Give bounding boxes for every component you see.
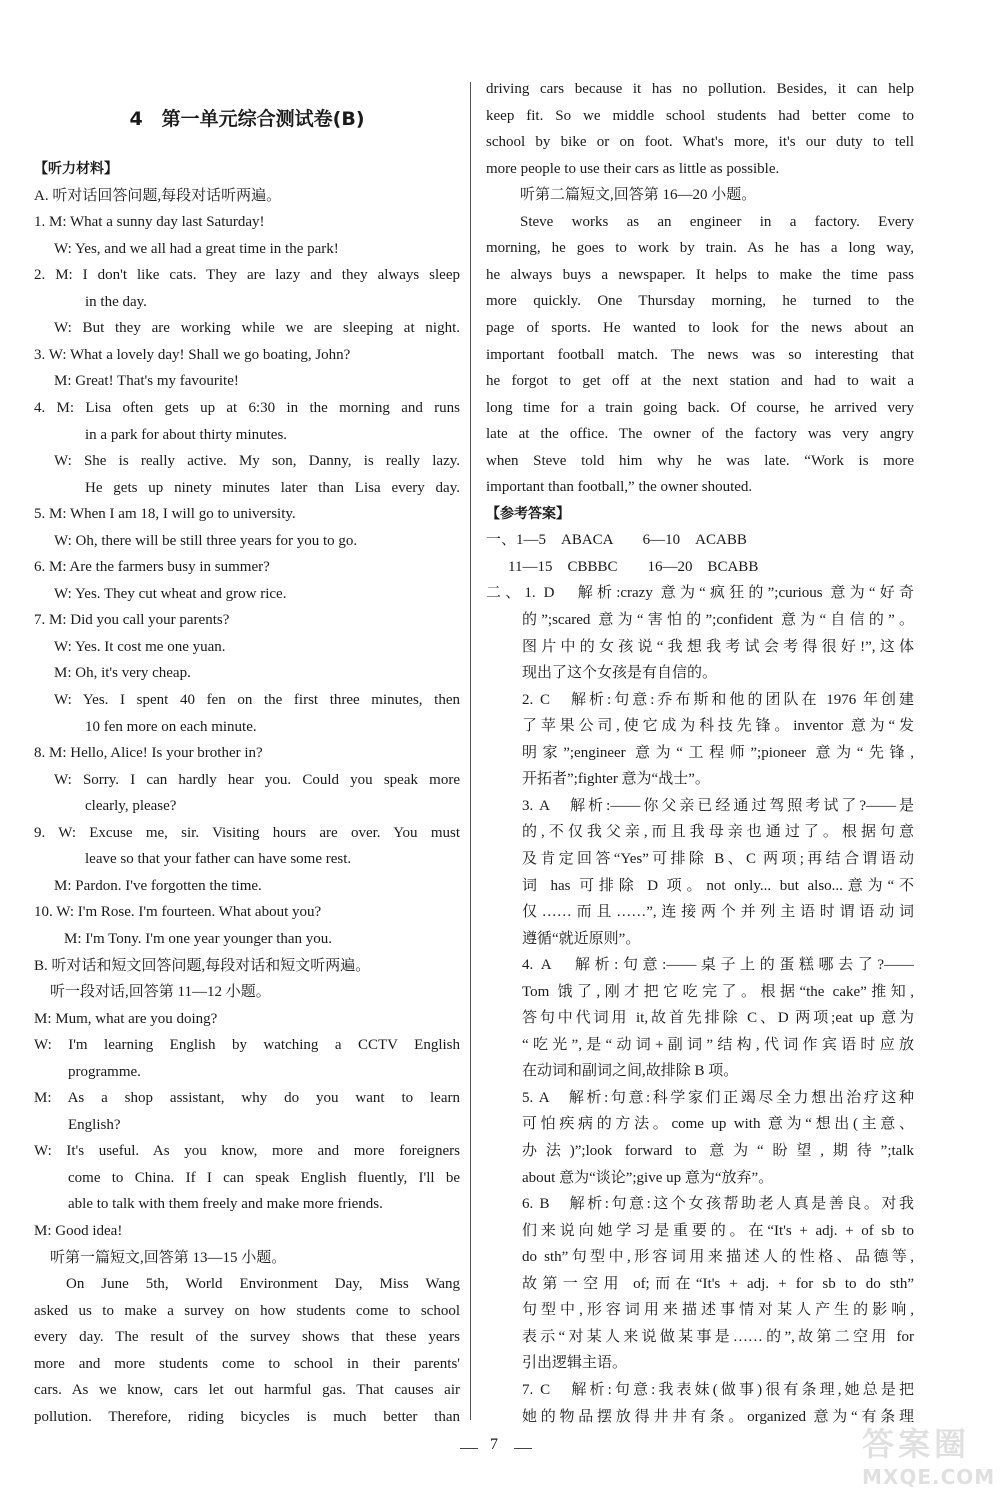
text-line: M: As a shop assistant, why do you want to learn (34, 1090, 460, 1107)
page-title: 4 第一单元综合测试卷(B) (129, 108, 365, 130)
text-line: W: Sorry. I can hardly hear you. Could you speak more (54, 771, 460, 788)
text-line: W: But they are working while we are sleeping at night. (54, 320, 460, 337)
text-line: page of sports. He wanted to look for the news about an (486, 319, 914, 336)
text-line: W: She is really active. My son, Danny, is really lazy. (54, 453, 460, 470)
text-line: do sth”句型中,形容词用来描述人的性格、品德等, (522, 1249, 914, 1266)
text-line: He gets up ninety minutes later than Lisa every day. (85, 479, 460, 496)
text-line: M: Oh, it's very cheap. (54, 665, 191, 682)
text-line: On June 5th, World Environment Day, Miss Wang (66, 1276, 460, 1293)
text-line: driving cars because it has no pollution. Besides, it can help (486, 81, 914, 97)
text-line: 词 has 可排除 D 项。not only... but also...意为“不 (522, 877, 914, 894)
text-line: English? (68, 1116, 121, 1133)
text-line: able to talk with them freely and make more friends. (68, 1196, 383, 1213)
text-line: W: It's useful. As you know, more and more foreigners (34, 1143, 460, 1160)
text-line: 1. M: What a sunny day last Saturday! (34, 214, 265, 231)
text-line: 明家”;engineer 意为“工程师”;pioneer 意为“先锋, (522, 744, 914, 761)
text-line: W: Yes. It cost me one yuan. (54, 638, 226, 655)
text-line: 办法)”;look forward to 意为“盼望,期待”;talk (522, 1143, 914, 1159)
text-line: late at the office. The owner of the factory was very angry (486, 426, 914, 443)
text-line: 7. C 解析:句意:我表妹(做事)很有条理,她总是把 (522, 1381, 914, 1398)
text-line: 她的物品摆放得井井有条。organized 意为“有条理 (522, 1408, 914, 1425)
text-line: asked us to make a survey on how students come to school (34, 1302, 460, 1319)
text-line: leave so that your father can have some rest. (85, 851, 352, 868)
text-line: every day. The result of the survey shows that these years (34, 1329, 460, 1346)
text-line: 图片中的女孩说“我想我考试会考得很好!”,这体 (522, 638, 914, 655)
text-line: 4. A 解析:句意:——桌子上的蛋糕哪去了?—— (522, 957, 914, 974)
text-line: 6. M: Are the farmers busy in summer? (34, 559, 270, 576)
text-line: 在动词和副词之间,故排除 B 项。 (522, 1063, 739, 1080)
text-line: about 意为“谈论”;give up 意为“放弃”。 (522, 1169, 774, 1186)
column-divider (470, 82, 471, 1420)
text-line: 3. W: What a lovely day! Shall we go boating, John? (34, 346, 351, 363)
text-line: 7. M: Did you call your parents? (34, 612, 230, 629)
text-line: 11—15 CBBBC 16—20 BCABB (508, 558, 759, 575)
watermark-top: 答案圈 (862, 1425, 971, 1463)
text-line: 听第一篇短文,回答第 13—15 小题。 (50, 1249, 287, 1266)
text-line: W: Oh, there will be still three years for you to go. (54, 532, 358, 549)
text-line: 6. B 解析:句意:这个女孩帮助老人真是善良。对我 (522, 1196, 914, 1213)
text-line: W: Yes. I spent 40 fen on the first three minutes, then (54, 692, 460, 708)
watermark-bottom: MXQE.COM (862, 1465, 996, 1489)
text-line: come to China. If I can speak English fluently, I'll be (68, 1169, 460, 1186)
text-line: keep fit. So we middle school students had better come to (486, 107, 914, 124)
text-line: long time for a train going back. Of course, he arrived very (486, 399, 914, 416)
text-line: 【听力材料】 (34, 161, 118, 177)
text-line: 【参考答案】 (486, 505, 570, 522)
text-line: in a park for about thirty minutes. (85, 426, 288, 443)
text-line: 5. M: When I am 18, I will go to university. (34, 506, 296, 523)
watermark-logo (862, 1419, 996, 1495)
text-line: 了苹果公司,使它成为科技先锋。inventor 意为“发 (522, 718, 914, 735)
page-number-dash-right (514, 1448, 532, 1449)
text-line: 3. A 解析:——你父亲已经通过驾照考试了?——是 (522, 797, 914, 814)
text-line: 仅……而且……”,连接两个并列主语时谓语动词 (522, 904, 914, 921)
text-line: cars. As we know, cars let out harmful gas. That causes air (34, 1382, 460, 1399)
text-line: more quickly. One Thursday morning, he turned to the (486, 293, 914, 310)
text-line: 故第一空用 of;而在“It's + adj. + for sb to do sth” (522, 1275, 914, 1292)
text-line: 10 fen more on each minute. (85, 718, 257, 735)
page-number-dash-left (460, 1448, 478, 1449)
text-line: more and more students come to school in their parents' (34, 1355, 460, 1372)
text-line: W: I'm learning English by watching a CCTV English (34, 1037, 460, 1054)
text-line: W: Yes. They cut wheat and grow rice. (54, 585, 287, 602)
text-line: 句型中,形容词用来描述事情对某人产生的影响, (522, 1302, 914, 1319)
text-line: M: I'm Tony. I'm one year younger than you. (64, 930, 333, 947)
text-line: 9. W: Excuse me, sir. Visiting hours are over. You must (34, 824, 460, 841)
text-line: when Steve told him why he was late. “Work is more (486, 452, 914, 469)
text-line: Steve works as an engineer in a factory. Every (520, 213, 914, 230)
text-line: 听第二篇短文,回答第 16—20 小题。 (520, 187, 757, 204)
text-line: B. 听对话和短文回答问题,每段对话和短文听两遍。 (34, 957, 371, 974)
text-line: 可怕疾病的方法。come up with 意为“想出(主意、 (522, 1116, 914, 1133)
text-line: school by bike or on foot. What's more, it's our duty to tell (486, 134, 914, 151)
text-line: 听一段对话,回答第 11—12 小题。 (50, 984, 271, 1001)
text-line: 4. M: Lisa often gets up at 6:30 in the morning and runs (34, 399, 460, 416)
text-line: 引出逻辑主语。 (522, 1355, 628, 1372)
text-line: M: Good idea! (34, 1223, 123, 1239)
text-line: 的”;scared 意为“害怕的”;confident 意为“自信的”。 (522, 612, 914, 628)
text-line: 表示“对某人来说做某事是……的”,故第二空用 for (522, 1328, 914, 1345)
text-line: M: Great! That's my favourite! (54, 373, 239, 390)
text-line: 及肯定回答“Yes”可排除 B、C 两项;再结合谓语动 (522, 850, 914, 867)
text-line: 8. M: Hello, Alice! Is your brother in? (34, 745, 263, 762)
text-line: clearly, please? (85, 798, 177, 815)
text-line: 现出了这个女孩是有自信的。 (522, 665, 718, 682)
page-number: 7 (490, 1436, 498, 1453)
text-line: M: Mum, what are you doing? (34, 1010, 218, 1027)
text-line: M: Pardon. I've forgotten the time. (54, 877, 262, 894)
text-line: 遵循“就近原则”。 (522, 930, 641, 947)
text-line: Tom 饿了,刚才把它吃完了。根据“the cake”推知, (522, 983, 914, 1000)
text-line: important than football,” the owner shouted. (486, 479, 753, 496)
text-line: he always buys a newspaper. It helps to make the time pass (486, 266, 914, 283)
text-line: 10. W: I'm Rose. I'm fourteen. What about you? (34, 904, 322, 921)
text-line: 答句中代词用 it,故首先排除 C、D 两项;eat up 意为 (522, 1010, 914, 1027)
text-line: programme. (68, 1063, 141, 1080)
text-line: 开拓者”;fighter 意为“战士”。 (522, 771, 710, 788)
text-line: in the day. (85, 293, 147, 310)
text-line: 的,不仅我父亲,而且我母亲也通过了。根据句意 (522, 824, 914, 841)
text-line: 5. A 解析:句意:科学家们正竭尽全力想出治疗这种 (522, 1089, 914, 1106)
text-line: he forgot to get off at the next station and had to wait a (486, 373, 914, 390)
text-line: morning, he goes to work by train. As he has a long way, (486, 240, 914, 257)
text-line: more people to use their cars as little as possible. (486, 160, 780, 177)
text-line: W: Yes, and we all had a great time in the park! (54, 240, 339, 257)
text-line: pollution. Therefore, riding bicycles is much better than (34, 1408, 460, 1425)
text-line: important football match. The news was so interesting that (486, 346, 914, 363)
text-line: 2. M: I don't like cats. They are lazy and they always sleep (34, 267, 460, 284)
text-line: “吃光”,是“动词+副词”结构,代词作宾语时应放 (522, 1036, 914, 1053)
text-line: 二、1. D 解析:crazy 意为“疯狂的”;curious 意为“好奇 (486, 585, 914, 602)
text-line: 2. C 解析:句意:乔布斯和他的团队在 1976 年创建 (522, 691, 914, 708)
text-line: 一、1—5 ABACA 6—10 ACABB (486, 532, 747, 549)
text-line: A. 听对话回答问题,每段对话听两遍。 (34, 187, 282, 204)
text-line: 们来说向她学习是重要的。在“It's + adj. + of sb to (522, 1222, 914, 1239)
